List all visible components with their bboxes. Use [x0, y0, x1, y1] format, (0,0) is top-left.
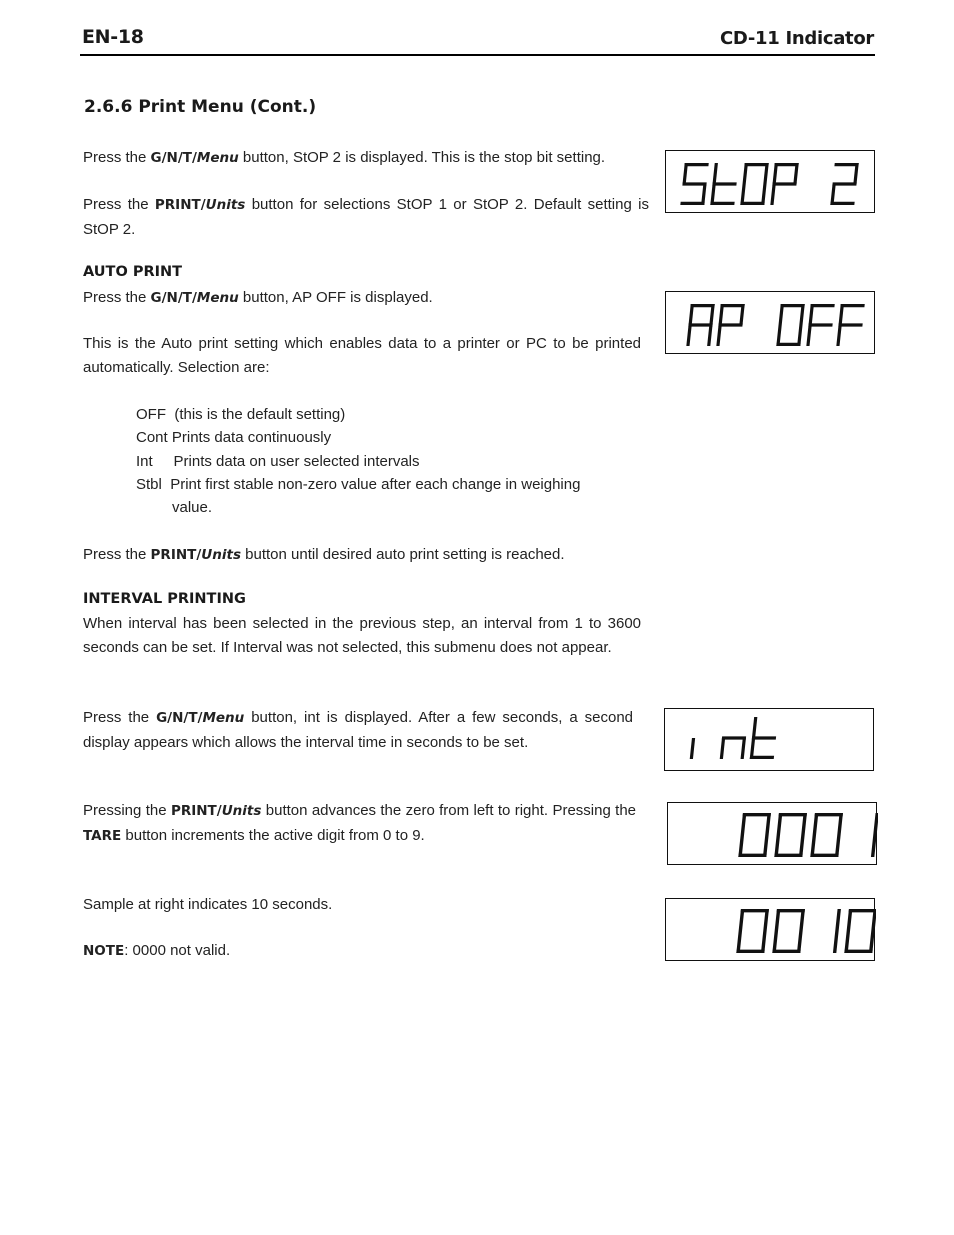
lcd-segment-g	[832, 182, 856, 185]
interval-description: When interval has been selected in the previous step, an interval from 1 to 3600 seconds can be set. If Interval was not selected, this submenu does not appear.	[83, 615, 641, 656]
lcd-display-0010	[665, 898, 875, 961]
advance-paragraph: Pressing the PRINT/Units button advances the zero from left to right. Pressing the TARE button increments the active digit from 0 to 9.	[83, 802, 637, 844]
lcd-segment-g	[772, 182, 796, 185]
lcd-segment-a	[777, 909, 805, 912]
lcd-segment-c	[871, 835, 877, 857]
ap-select-paragraph: Press the PRINT/Units button until desired auto print setting is reached.	[83, 546, 565, 563]
lcd-segment-c	[741, 738, 746, 759]
lcd-0001-graphic	[668, 803, 878, 866]
lcd-segment-f	[739, 909, 745, 931]
lcd-segment-a	[779, 813, 807, 816]
lcd-display-0001	[667, 802, 877, 865]
lcd-segment-g	[808, 323, 832, 326]
lcd-segment-e	[806, 325, 811, 346]
note-paragraph: NOTE: 0000 not valid.	[83, 942, 231, 959]
lcd-segment-c	[833, 931, 839, 953]
lcd-segment-e	[690, 738, 695, 759]
lcd-0010-graphic	[666, 899, 876, 962]
auto-print-options	[136, 403, 626, 519]
lcd-segment-f	[713, 163, 718, 184]
lcd-segment-a	[690, 304, 714, 307]
lcd-segment-e	[716, 325, 721, 346]
lcd-segment-a	[741, 909, 769, 912]
option-stbl: Stbl Print first stable non-zero value after each change in weighing	[136, 475, 581, 493]
lcd-segment-b	[835, 909, 841, 931]
lcd-segment-f	[777, 813, 783, 835]
lcd-segment-e	[686, 325, 691, 346]
option-int: Int Prints data on user selected intervals	[136, 452, 420, 470]
lcd-segments	[686, 304, 864, 346]
lcd-segment-b	[873, 813, 878, 835]
lcd-segment-c	[707, 325, 712, 346]
lcd-segment-d	[810, 854, 838, 857]
ap-description: This is the Auto print setting which enables data to a printer or PC to be printed automatically. Selection are:	[83, 335, 641, 376]
lcd-segment-f	[689, 304, 694, 325]
sample-paragraph: Sample at right indicates 10 seconds.	[83, 896, 333, 913]
interval-printing-heading: INTERVAL PRINTING	[83, 591, 246, 607]
lcd-segment-g	[718, 323, 742, 326]
lcd-apoff-graphic	[666, 292, 876, 355]
lcd-segment-g	[682, 182, 706, 185]
lcd-segment-a	[720, 304, 744, 307]
lcd-segment-a	[840, 304, 864, 307]
lcd-segment-a	[834, 163, 858, 166]
lcd-segment-d	[710, 202, 734, 205]
option-off: OFF (this is the default setting)	[136, 406, 346, 423]
lcd-segment-f	[813, 813, 819, 835]
lcd-segment-a	[744, 163, 768, 166]
lcd-segment-a	[815, 813, 843, 816]
lcd-display-int	[664, 708, 874, 771]
lcd-segment-f	[775, 909, 781, 931]
lcd-segment-a	[684, 163, 708, 166]
stop-select-paragraph: Press the PRINT/Units button for selections StOP 1 or StOP 2. Default setting is StOP 2.	[83, 196, 649, 238]
int-intro-paragraph: Press the G/N/T/Menu button, int is displayed. After a few seconds, a second display appears which allows the interval time in seconds to be set.	[83, 709, 633, 751]
lcd-segment-f	[719, 304, 724, 325]
option-cont: Cont Prints data continuously	[136, 429, 332, 447]
lcd-segment-d	[772, 950, 800, 953]
lcd-segment-f	[809, 304, 814, 325]
lcd-display-apoff	[665, 291, 875, 354]
page-number: EN-18	[82, 26, 144, 48]
stop-intro-paragraph: Press the G/N/T/Menu button, StOP 2 is displayed. This is the stop bit setting.	[83, 149, 606, 166]
lcd-segment-f	[847, 909, 853, 931]
lcd-segment-d	[844, 950, 872, 953]
lcd-segment-d	[774, 854, 802, 857]
lcd-segment-d	[680, 202, 704, 205]
lcd-segment-f	[773, 163, 778, 184]
lcd-segment-f	[752, 717, 757, 738]
option-stbl-continued: value.	[172, 499, 213, 517]
lcd-segment-g	[712, 182, 736, 185]
lcd-segment-a	[849, 909, 876, 912]
document-title: CD-11 Indicator	[719, 28, 874, 49]
section-title: 2.6.6 Print Menu (Cont.)	[84, 97, 317, 117]
lcd-segment-e	[720, 738, 725, 759]
lcd-segment-a	[810, 304, 834, 307]
lcd-segment-f	[683, 163, 688, 184]
lcd-segment-f	[779, 304, 784, 325]
lcd-segment-d	[740, 202, 764, 205]
lcd-segment-a	[743, 813, 771, 816]
lcd-segment-f	[839, 304, 844, 325]
lcd-segment-d	[776, 343, 800, 346]
ap-intro-paragraph: Press the G/N/T/Menu button, AP OFF is displayed.	[83, 289, 433, 306]
page-header	[80, 24, 875, 56]
lcd-segment-d	[830, 202, 854, 205]
lcd-segments	[690, 717, 776, 759]
lcd-display-stop2	[665, 150, 875, 213]
lcd-segments	[736, 909, 876, 953]
lcd-segment-e	[836, 325, 841, 346]
auto-print-heading: AUTO PRINT	[83, 264, 183, 280]
lcd-segments	[738, 813, 878, 857]
lcd-segment-d	[736, 950, 764, 953]
lcd-stop2-graphic	[666, 151, 876, 214]
lcd-segment-g	[838, 323, 862, 326]
lcd-segment-d	[738, 854, 766, 857]
lcd-segment-e	[770, 184, 775, 205]
lcd-segment-a	[774, 163, 798, 166]
lcd-segment-g	[688, 323, 712, 326]
lcd-segments	[680, 163, 858, 205]
lcd-segment-d	[750, 756, 774, 759]
lcd-int-graphic	[665, 709, 875, 772]
lcd-segment-g	[752, 736, 776, 739]
lcd-segment-f	[741, 813, 747, 835]
lcd-segment-a	[780, 304, 804, 307]
lcd-segment-f	[743, 163, 748, 184]
lcd-segment-g	[722, 736, 746, 739]
